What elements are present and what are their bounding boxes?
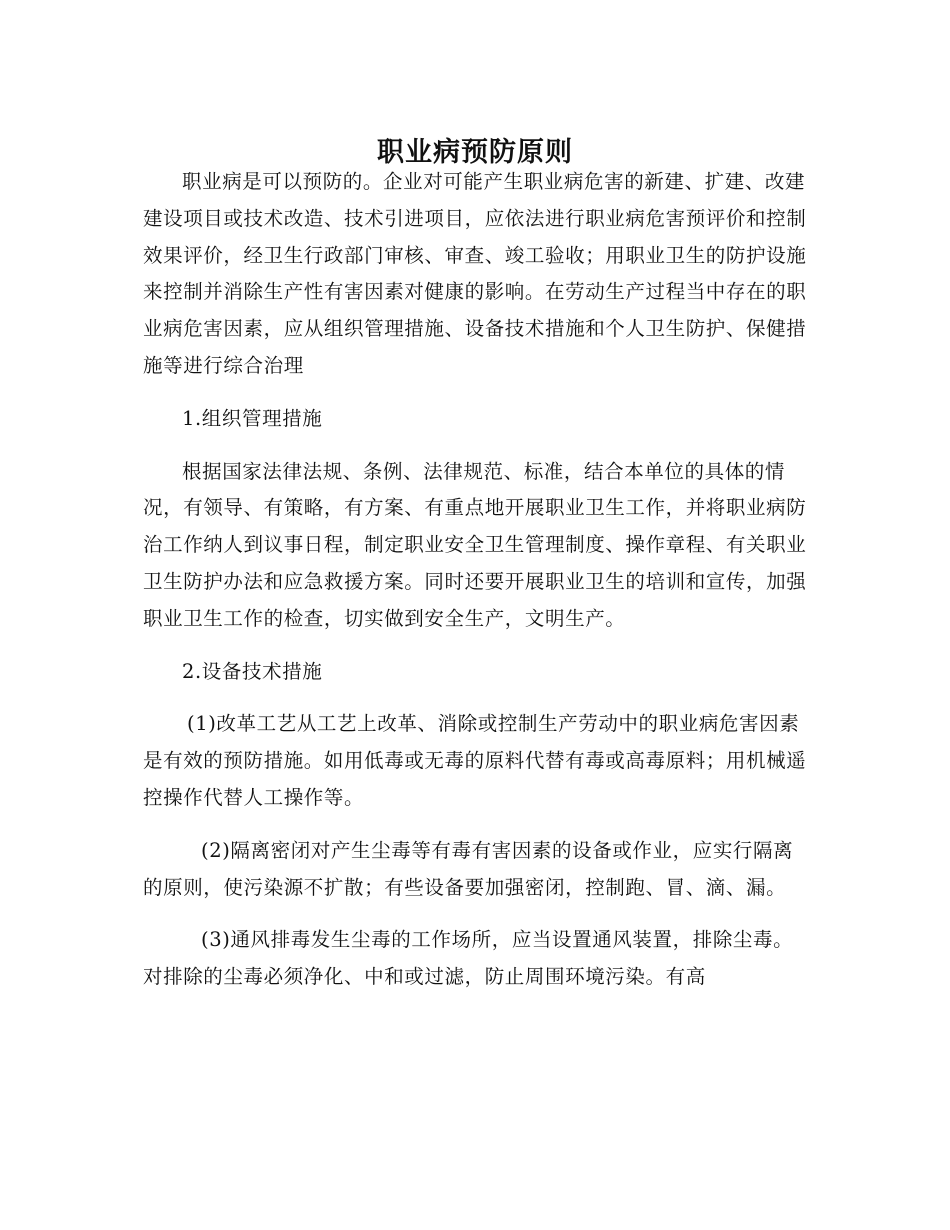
equipment-item-1: (1)改革工艺从工艺上改革、消除或控制生产劳动中的职业病危害因素是有效的预防措施。如用低毒或无毒的原料代替有毒或高毒原料；用机械遥控操作代替人工操作等。 xyxy=(143,712,807,809)
equipment-item-2: (2)隔离密闭对产生尘毒等有毒有害因素的设备或作业，应实行隔离的原则，使污染源不扩散；有些设备要加强密闭，控制跑、冒、滴、漏。 xyxy=(143,838,794,899)
page-title: 职业病预防原则 xyxy=(377,137,573,169)
document-body xyxy=(143,164,807,996)
equipment-item-3: (3)通风排毒发生尘毒的工作场所，应当设置通风装置，排除尘毒。对排除的尘毒必须净化、中和或过滤，防止周围环境污染。有高 xyxy=(143,928,794,989)
intro-paragraph: 职业病是可以预防的。企业对可能产生职业病危害的新建、扩建、改建建设项目或技术改造、技术引进项目，应依法进行职业病危害预评价和控制效果评价，经卫生行政部门审核、审查、竣工验收；用职业卫生的防护设施来控制并消除生产性有害因素对健康的影响。在劳动生产过程当中存在的职业病危害因素，应从组织管理措施、设备技术措施和个人卫生防护、保健措施等进行综合治理 xyxy=(143,170,807,377)
section-heading-organization: 1.组织管理措施 xyxy=(182,406,323,430)
organization-paragraph: 根据国家法律法规、条例、法律规范、标准，结合本单位的具体的情况，有领导、有策略，有方案、有重点地开展职业卫生工作，并将职业病防治工作纳人到议事日程，制定职业安全卫生管理制度、操作章程、有关职业卫生防护办法和应急救援方案。同时还要开展职业卫生的培训和宣传，加强职业卫生工作的检查，切实做到安全生产，文明生产。 xyxy=(143,459,807,630)
section-heading-equipment: 2.设备技术措施 xyxy=(182,659,323,683)
